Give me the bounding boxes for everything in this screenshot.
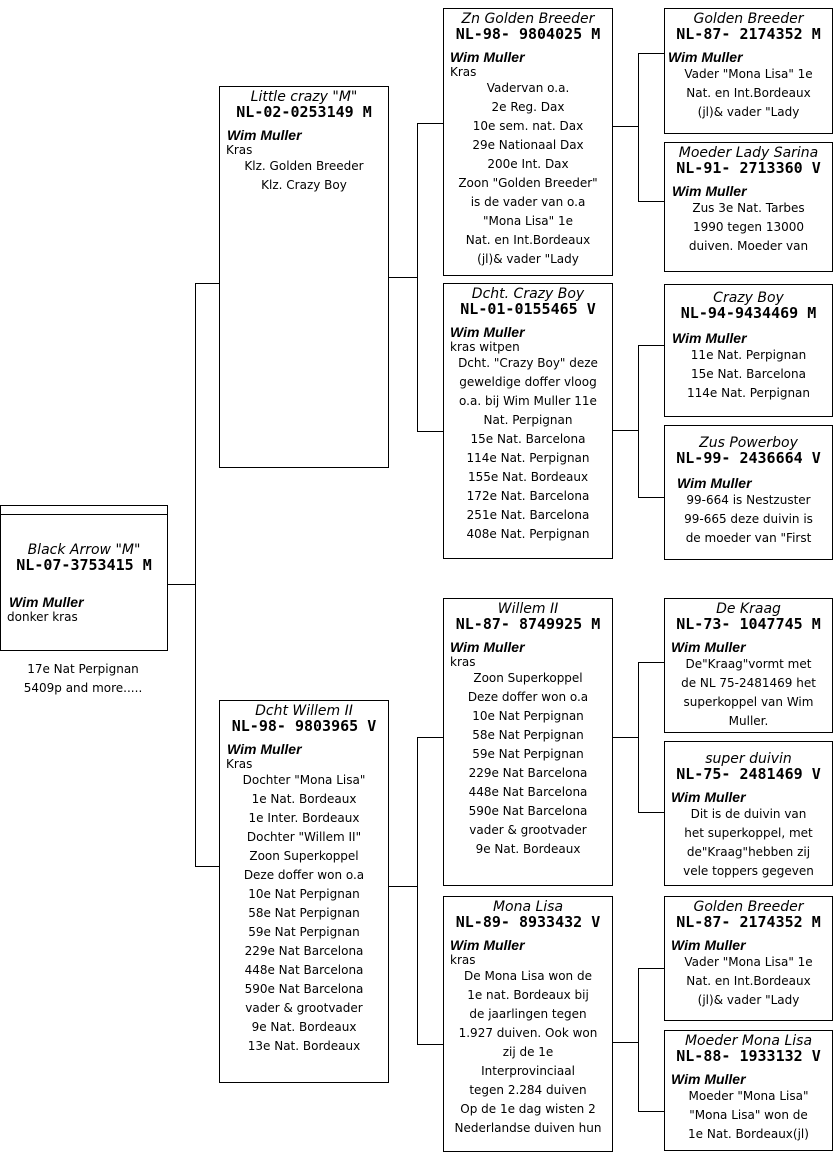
pigeon-name: Golden Breeder [693, 899, 804, 915]
note: 15e Nat. Barcelona [690, 367, 806, 381]
pigeon-color: Kras [450, 65, 477, 79]
pigeon-card-ssd [664, 142, 833, 272]
connector-line [417, 1044, 443, 1045]
note: duiven. Moeder van [688, 239, 809, 253]
pigeon-color: kras [450, 655, 476, 669]
note: Deze doffer won o.a [243, 868, 365, 882]
pigeon-name: super duivin [705, 751, 792, 767]
pigeon-card-dd [443, 896, 613, 1152]
pigeon-reg: NL-98- 9803965 V [231, 717, 377, 735]
note: zij de 1e [502, 1045, 554, 1059]
note: Vader "Mona Lisa" 1e [684, 67, 813, 81]
pigeon-card-sds [664, 284, 833, 417]
note: 590e Nat Barcelona [468, 804, 588, 818]
connector-line [638, 201, 664, 202]
owner-name: Wim Muller [450, 639, 525, 655]
pigeon-color: Kras [226, 757, 253, 771]
pigeon-color: kras [450, 953, 476, 967]
note: 29e Nationaal Dax [472, 138, 584, 152]
note: Vadervan o.a. [486, 81, 570, 95]
note: geweldige doffer vloog [459, 375, 597, 389]
connector-line [638, 53, 664, 54]
connector-line [638, 968, 664, 969]
connector-line [417, 737, 443, 738]
pigeon-reg: NL-87- 2174352 M [676, 913, 821, 931]
note: Nat. Perpignan [483, 413, 573, 427]
note: "Mona Lisa" 1e [483, 214, 573, 228]
note: (jl)& vader "Lady [697, 993, 800, 1007]
connector-line [388, 277, 418, 278]
pigeon-name: Moeder Mona Lisa [684, 1033, 813, 1049]
note: is de vader van o.a [470, 195, 586, 209]
note: 1e Inter. Bordeaux [248, 811, 360, 825]
note: Vader "Mona Lisa" 1e [684, 955, 813, 969]
connector-line [417, 737, 418, 1045]
note: (jl)& vader "Lady [477, 252, 579, 266]
note: Op de 1e dag wisten 2 [460, 1102, 596, 1116]
note: de moeder van "First [685, 531, 812, 545]
note: 408e Nat. Perpignan [466, 527, 590, 541]
pigeon-card-main [0, 505, 168, 651]
note: de NL 75-2481469 het [681, 676, 816, 690]
pigeon-name: Dcht. Crazy Boy [471, 286, 585, 302]
owner-name: Wim Muller [450, 324, 525, 340]
note: 172e Nat. Barcelona [466, 489, 590, 503]
note: (jl)& vader "Lady [697, 105, 800, 119]
note: Muller. [728, 714, 769, 728]
note: vele toppers gegeven [683, 864, 814, 878]
owner-name: Wim Muller [668, 49, 743, 65]
note: 58e Nat Perpignan [248, 906, 360, 920]
owner-name: Wim Muller [671, 639, 746, 655]
note: 2e Reg. Dax [491, 100, 565, 114]
note: 1.927 duiven. Ook won [458, 1026, 598, 1040]
note: superkoppel van Wim [683, 695, 814, 709]
note: 13e Nat. Bordeaux [247, 1039, 361, 1053]
pigeon-reg: NL-87- 8749925 M [455, 615, 601, 633]
pigeon-card-dds [664, 896, 833, 1021]
note: Zus 3e Nat. Tarbes [692, 201, 805, 215]
pigeon-name: Dcht Willem II [255, 703, 353, 719]
connector-line [417, 431, 443, 432]
owner-name: Wim Muller [672, 330, 747, 346]
note: 99-664 is Nestzuster [686, 493, 811, 507]
note: 10e Nat Perpignan [472, 709, 584, 723]
connector-line [612, 126, 639, 127]
note: 114e Nat. Perpignan [686, 386, 811, 400]
connector-line [612, 430, 639, 431]
note: 448e Nat Barcelona [468, 785, 588, 799]
note: Dochter "Mona Lisa" [242, 773, 366, 787]
pigeon-reg: NL-88- 1933132 V [676, 1047, 821, 1065]
note: Nat. en Int.Bordeaux [686, 86, 811, 100]
pigeon-name: De Kraag [716, 601, 781, 617]
note: 200e Int. Dax [487, 157, 569, 171]
note: Dochter "Willem II" [246, 830, 362, 844]
connector-line [638, 662, 639, 813]
note: Zoon Superkoppel [473, 671, 583, 685]
note: Interprovinciaal [481, 1064, 575, 1078]
pigeon-name: Crazy Boy [713, 290, 784, 306]
connector-line [167, 584, 196, 585]
pigeon-reg: NL-91- 2713360 V [676, 159, 821, 177]
pigeon-card-dam [219, 700, 389, 1083]
note: de jaarlingen tegen [469, 1007, 587, 1021]
note: vader & grootvader [245, 1001, 363, 1015]
connector-line [638, 345, 639, 498]
pigeon-color: Kras [226, 143, 253, 157]
owner-name: Wim Muller [227, 127, 302, 143]
note: 1e Nat. Bordeaux [251, 792, 357, 806]
note: 15e Nat. Barcelona [470, 432, 586, 446]
note: Nat. en Int.Bordeaux [686, 974, 811, 988]
note: Klz. Golden Breeder [244, 159, 364, 173]
pigeon-reg: NL-99- 2436664 V [676, 449, 821, 467]
note: het superkoppel, met [684, 826, 813, 840]
connector-line [612, 737, 639, 738]
connector-line [195, 866, 219, 867]
connector-line [417, 123, 418, 432]
pigeon-card-ds [443, 598, 613, 886]
note: vader & grootvader [469, 823, 587, 837]
connector-line [638, 662, 664, 663]
pigeon-card-sdd [664, 425, 833, 560]
connector-line [638, 53, 639, 202]
pigeon-name: Willem II [497, 601, 559, 617]
owner-name: Wim Muller [671, 1071, 746, 1087]
note: de"Kraag"hebben zij [686, 845, 811, 859]
note: Dcht. "Crazy Boy" deze [458, 356, 598, 370]
pigeon-color: kras witpen [450, 340, 520, 354]
note: 11e Nat. Perpignan [690, 348, 807, 362]
note: 251e Nat. Barcelona [466, 508, 590, 522]
note: Moeder "Mona Lisa" [688, 1089, 809, 1103]
connector-line [195, 283, 219, 284]
pigeon-card-dsd [664, 741, 833, 886]
main-note: 5409p and more..... [23, 681, 143, 695]
note: 229e Nat Barcelona [244, 944, 364, 958]
pigeon-name: Golden Breeder [693, 11, 804, 27]
note: o.a. bij Wim Muller 11e [459, 394, 597, 408]
pigeon-name: Moeder Lady Sarina [678, 145, 819, 161]
owner-name: Wim Muller [677, 475, 752, 491]
pigeon-name: Zus Powerboy [699, 435, 798, 451]
connector-line [612, 1042, 639, 1043]
connector-line [638, 1111, 664, 1112]
note: 1e Nat. Bordeaux(jl) [688, 1127, 809, 1141]
note: tegen 2.284 duiven [469, 1083, 587, 1097]
owner-name: Wim Muller [671, 937, 746, 953]
owner-name: Wim Muller [672, 183, 747, 199]
note: 590e Nat Barcelona [244, 982, 364, 996]
note: 229e Nat Barcelona [468, 766, 588, 780]
connector-line [638, 812, 664, 813]
note: Zoon Superkoppel [249, 849, 359, 863]
pigeon-reg: NL-87- 2174352 M [676, 25, 821, 43]
note: 59e Nat Perpignan [472, 747, 584, 761]
note: 448e Nat Barcelona [244, 963, 364, 977]
note: 58e Nat Perpignan [472, 728, 584, 742]
pigeon-name: Black Arrow "M" [27, 542, 141, 558]
note: 99-665 deze duivin is [684, 512, 813, 526]
pigeon-card-dss [664, 598, 833, 733]
pigeon-reg: NL-02-0253149 M [236, 103, 372, 121]
pigeon-reg: NL-07-3753415 M [16, 556, 152, 574]
pigeon-reg: NL-73- 1047745 M [676, 615, 821, 633]
note: De Mona Lisa won de [464, 969, 592, 983]
note: 155e Nat. Bordeaux [467, 470, 589, 484]
note: Dit is de duivin van [690, 807, 807, 821]
connector-line [195, 283, 196, 866]
note: De"Kraag"vormt met [685, 657, 812, 671]
note: 9e Nat. Bordeaux [251, 1020, 357, 1034]
connector-line [638, 345, 664, 346]
pigeon-card-sire [219, 86, 389, 468]
connector-line [388, 886, 418, 887]
pigeon-name: Little crazy "M" [250, 89, 358, 105]
note: 9e Nat. Bordeaux [475, 842, 581, 856]
note: Klz. Crazy Boy [261, 178, 347, 192]
pigeon-reg: NL-89- 8933432 V [455, 913, 601, 931]
note: Nederlandse duiven hun [454, 1121, 602, 1135]
connector-line [638, 968, 639, 1112]
pigeon-reg: NL-98- 9804025 M [455, 25, 601, 43]
note: 59e Nat Perpignan [248, 925, 360, 939]
note: 1990 tegen 13000 [692, 220, 805, 234]
owner-name: Wim Muller [450, 937, 525, 953]
note: 114e Nat. Perpignan [466, 451, 590, 465]
main-note: 17e Nat Perpignan [27, 662, 139, 676]
connector-line [638, 497, 664, 498]
pigeon-card-ddd [664, 1030, 833, 1151]
pigeon-reg: NL-75- 2481469 V [676, 765, 821, 783]
note: "Mona Lisa" won de [689, 1108, 808, 1122]
note: Deze doffer won o.a [467, 690, 589, 704]
owner-name: Wim Muller [227, 741, 302, 757]
pigeon-name: Mona Lisa [492, 899, 564, 915]
note: 1e nat. Bordeaux bij [467, 988, 589, 1002]
pigeon-card-sss [664, 8, 833, 134]
pigeon-card-ss [443, 8, 613, 276]
note: Nat. en Int.Bordeaux [465, 233, 591, 247]
pigeon-reg: NL-94-9434469 M [680, 304, 817, 322]
pigeon-color: donker kras [7, 610, 78, 624]
owner-name: Wim Muller [450, 49, 525, 65]
note: Zoon "Golden Breeder" [458, 176, 598, 190]
pigeon-reg: NL-01-0155465 V [460, 300, 596, 318]
connector-line [417, 123, 443, 124]
owner-name: Wim Muller [9, 594, 84, 610]
owner-name: Wim Muller [671, 789, 746, 805]
note: 10e sem. nat. Dax [472, 119, 584, 133]
note: 10e Nat Perpignan [248, 887, 360, 901]
pigeon-name: Zn Golden Breeder [461, 11, 595, 27]
pigeon-card-sd [443, 283, 613, 559]
